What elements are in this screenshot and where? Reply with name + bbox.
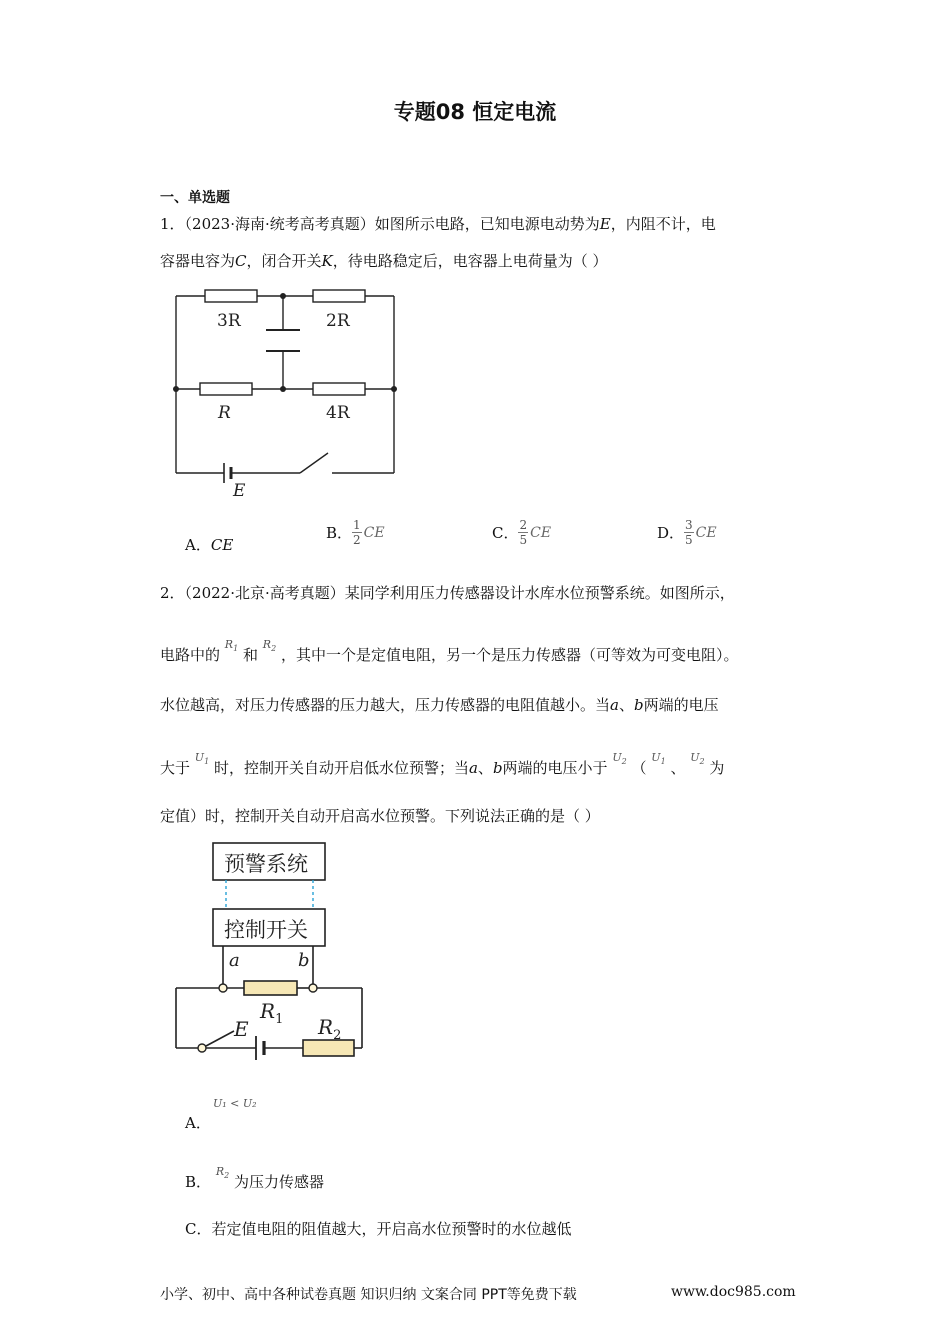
q1-label-R: R <box>218 403 231 423</box>
q2-label-E: E <box>234 1017 249 1041</box>
q2-option-b[interactable]: B． $^{R_2}$ 为压力传感器 <box>185 1165 324 1191</box>
section-heading: 一、单选题 <box>160 190 230 206</box>
q1-circuit-diagram <box>170 285 405 500</box>
q2-line-1: 2．（2022·北京·高考真题）某同学利用压力传感器设计水库水位预警系统。如图所示， <box>160 584 735 602</box>
q1-option-b[interactable]: B． $\frac{1}{2}$ CE <box>326 518 385 547</box>
q2-label-control-switch: 控制开关 <box>224 918 308 942</box>
q1-option-d[interactable]: D． $\frac{3}{5}$ CE <box>657 518 717 547</box>
q2-line-3: 水位越高，对压力传感器的压力越大，压力传感器的电阻值越小。当a、b两端的电压 <box>160 696 719 714</box>
q2-circuit-diagram <box>168 838 373 1060</box>
q2-option-a[interactable]: A． <box>185 1114 211 1132</box>
q1-label-2R: 2R <box>326 311 350 331</box>
q2-option-c[interactable]: C．若定值电阻的阻值越大，开启高水位预警时的水位越低 <box>185 1220 572 1238</box>
q1-option-a[interactable]: A．CE <box>185 536 234 554</box>
page-title: 专题08 恒定电流 <box>393 100 557 124</box>
q2-label-warning-system: 预警系统 <box>224 852 308 876</box>
q2-line-4: 大于 $^{U_1}$ 时，控制开关自动开启低水位预警；当a、b两端的电压小于 $^{U_2}$ （ $^{U_1}$ 、 $^{U_2}$ 为 <box>160 751 725 777</box>
footer-url[interactable]: www.doc985.com <box>671 1284 796 1300</box>
q1-label-4R: 4R <box>326 403 350 423</box>
q2-label-b: b <box>298 950 310 971</box>
q2-line-5: 定值）时，控制开关自动开启高水位预警。下列说法正确的是（ ） <box>160 807 600 825</box>
q1-option-c[interactable]: C． $\frac{2}{5}$ CE <box>492 518 552 547</box>
q1-label-3R: 3R <box>217 311 241 331</box>
footer-text: 小学、初中、高中各种试卷真题 知识归纳 文案合同 PPT等免费下载 <box>160 1287 577 1303</box>
q2-label-r1: $R_1$ <box>260 999 284 1027</box>
q2-option-a-formula: U₁ < U₂ <box>213 1097 257 1110</box>
q1-line-1: 1．（2023·海南·统考高考真题）如图所示电路，已知电源电动势为E，内阻不计，电 <box>160 215 716 233</box>
q1-label-E: E <box>233 481 246 500</box>
q1-line-2: 容器电容为C，闭合开关K，待电路稳定后，电容器上电荷量为（ ） <box>160 252 608 270</box>
q2-label-a: a <box>229 950 240 971</box>
q2-label-r2: $R_2$ <box>318 1015 342 1043</box>
q2-line-2: 电路中的 $^{R_1}$ 和 $^{R_2}$ ，其中一个是定值电阻，另一个是压力传感器（可等效为可变电阻）。 <box>160 638 739 664</box>
